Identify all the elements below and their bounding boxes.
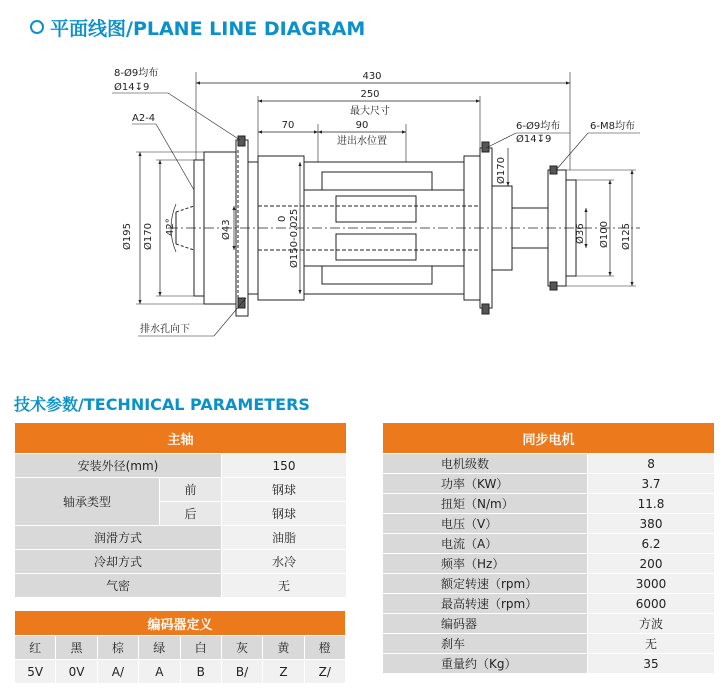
table-row: 安装外径(mm) 150 [15,454,347,478]
label-left-holes: 8-Ø9均布 [114,68,159,79]
table-row: 气密 无 [15,574,347,598]
label-dia-100: Ø100 [599,221,610,248]
table-row: 后 钢球 [15,502,347,526]
table-row: 刹车 无 [383,634,715,654]
table-row: 冷却方式 水冷 [15,550,347,574]
label-drain: 排水孔向下 [140,324,190,335]
diagram-title: 平面线图/PLANE LINE DIAGRAM [30,14,365,41]
table-row: 轴承类型 前 钢球 [15,478,347,502]
table-row: 频率（Hz） 200 [383,554,715,574]
label-dia-170-right: Ø170 [496,157,507,184]
label-dia-36: Ø36 [575,223,586,244]
leader-motor-threads [556,133,640,170]
plane-line-diagram [0,40,728,350]
table-row: 电流（A） 6.2 [383,534,715,554]
encoder-signal-row: 5V 0V A/ A B B/ Z Z/ [15,660,346,684]
table-row: 额定转速（rpm） 3000 [383,574,715,594]
label-water-position: 进出水位置 [337,136,387,147]
label-max-size: 最大尺寸 [350,106,390,117]
table-row: 电压（V） 380 [383,514,715,534]
label-right-holes: 6-Ø9均布 [516,121,561,132]
motor-table [382,422,715,674]
label-90: 90 [355,120,369,131]
label-70: 70 [281,120,295,131]
technical-parameters-title: 技术参数/TECHNICAL PARAMETERS [14,395,310,414]
label-chamfer: A2-4 [132,113,156,124]
encoder-header: 编码器定义 [15,611,346,636]
label-angle: 42° [165,218,176,236]
spindle-header: 主轴 [15,423,347,454]
table-row: 编码器 方波 [383,614,715,634]
label-dia-150-upper: 0 [277,215,288,222]
leader-chamfer [132,124,194,190]
label-dia-195: Ø195 [122,223,133,250]
label-dia-43: Ø43 [221,219,232,240]
label-left-holes-depth: Ø14↧9 [114,82,150,93]
table-row: 电机级数 8 [383,454,715,474]
label-dia-125: Ø125 [621,223,632,250]
table-row: 重量约（Kg） 35 [383,654,715,674]
label-motor-threads: 6-M8均布 [590,121,635,132]
label-dia-150: Ø150-0.025 [289,208,300,268]
label-dia-170-left: Ø170 [143,223,154,250]
label-right-holes-depth: Ø14↧9 [516,134,552,145]
table-row: 润滑方式 油脂 [15,526,347,550]
circle-bullet-icon [30,20,44,34]
table-row: 功率（KW） 3.7 [383,474,715,494]
label-430: 430 [362,71,382,82]
table-row: 最高转速（rpm） 6000 [383,594,715,614]
table-row: 扭矩（N/m） 11.8 [383,494,715,514]
encoder-color-row: 红 黑 棕 绿 白 灰 黄 橙 [15,636,346,660]
label-250: 250 [360,89,380,100]
motor-header: 同步电机 [383,423,715,454]
spindle-table [14,422,347,598]
encoder-table [14,610,346,684]
